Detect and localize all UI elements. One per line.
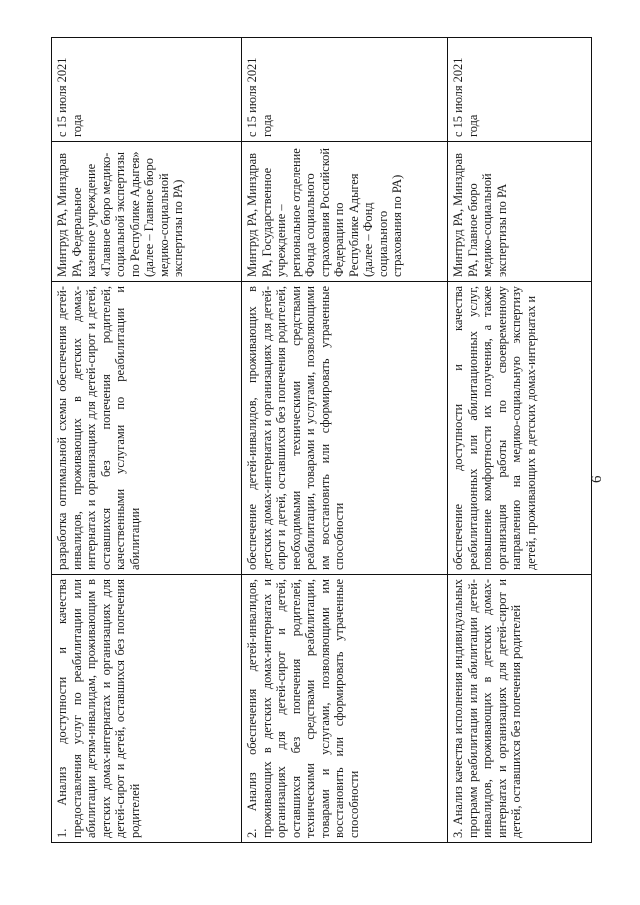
- page-number: 6: [589, 475, 605, 483]
- result-cell: обеспечение детей-инвалидов, проживающих в детских домах-интернатах и организациях для детей-сирот и детей, оставшихся без попечения родителей, необходимыми техническими средствами реабилитации, товарами и услугами, позволяющими им восстановить или сформировать утраченные способности: [242, 282, 448, 575]
- table-row: [448, 38, 592, 843]
- event-cell: 3. Анализ качества исполнения индивидуальных программ реабилитации или абилитации детей-инвалидов, проживающих в детских домах-интернатах и организациях для детей-сирот и детей, оставшихся без попечения родителей: [448, 575, 592, 843]
- table-row: [52, 38, 242, 843]
- event-cell: 1. Анализ доступности и качества предоставления услуг по реабилитации или абилитации детям-инвалидам, проживающим в детских домах-интернатах и организациях для детей-сирот и детей, оставшихся без попечения родителей: [52, 575, 242, 843]
- responsible-cell: Минтруд РА, Минздрав РА, Федеральное казенное учреждение «Главное бюро медико-социальной экспертизы по Республике Адыгея» (далее – Главное бюро медико-социальной экспертизы по РА): [52, 142, 242, 282]
- rotated-page: [51, 38, 605, 843]
- deadline-cell: с 15 июля 2021 года: [242, 38, 448, 142]
- result-cell: обеспечение доступности и качества реабилитационных или абилитационных услуг, повышение комфортности их получения, а также организация работы по своевременному направлению на медико-социальную экспертизу детей, проживающих в детских домах-интернатах и: [448, 282, 592, 575]
- result-cell: разработка оптимальной схемы обеспечения детей-инвалидов, проживающих в детских домах-интернатах и организациях для детей-сирот и детей, оставшихся без попечения родителей, качественными услугами по реабилитации и абилитации: [52, 282, 242, 575]
- responsible-cell: Минтруд РА, Минздрав РА, Главное бюро медико-социальной экспертизы по РА: [448, 142, 592, 282]
- deadline-cell: с 15 июля 2021 года: [52, 38, 242, 142]
- measures-table: [51, 37, 592, 843]
- table-row: [242, 38, 448, 843]
- responsible-cell: Минтруд РА, Минздрав РА, Государственное учреждение – региональное отделение Фонда социального страхования Российской Федерации по Республике Адыгея (далее – Фонд социального страхования по РА): [242, 142, 448, 282]
- event-cell: 2. Анализ обеспечения детей-инвалидов, проживающих в детских домах-интернатах и организациях для детей-сирот и детей, оставшихся без попечения родителей, техническими средствами реабилитации, товарами и услугами, позволяющими им восстановить или сформировать утраченные способности: [242, 575, 448, 843]
- deadline-cell: с 15 июля 2021 года: [448, 38, 592, 142]
